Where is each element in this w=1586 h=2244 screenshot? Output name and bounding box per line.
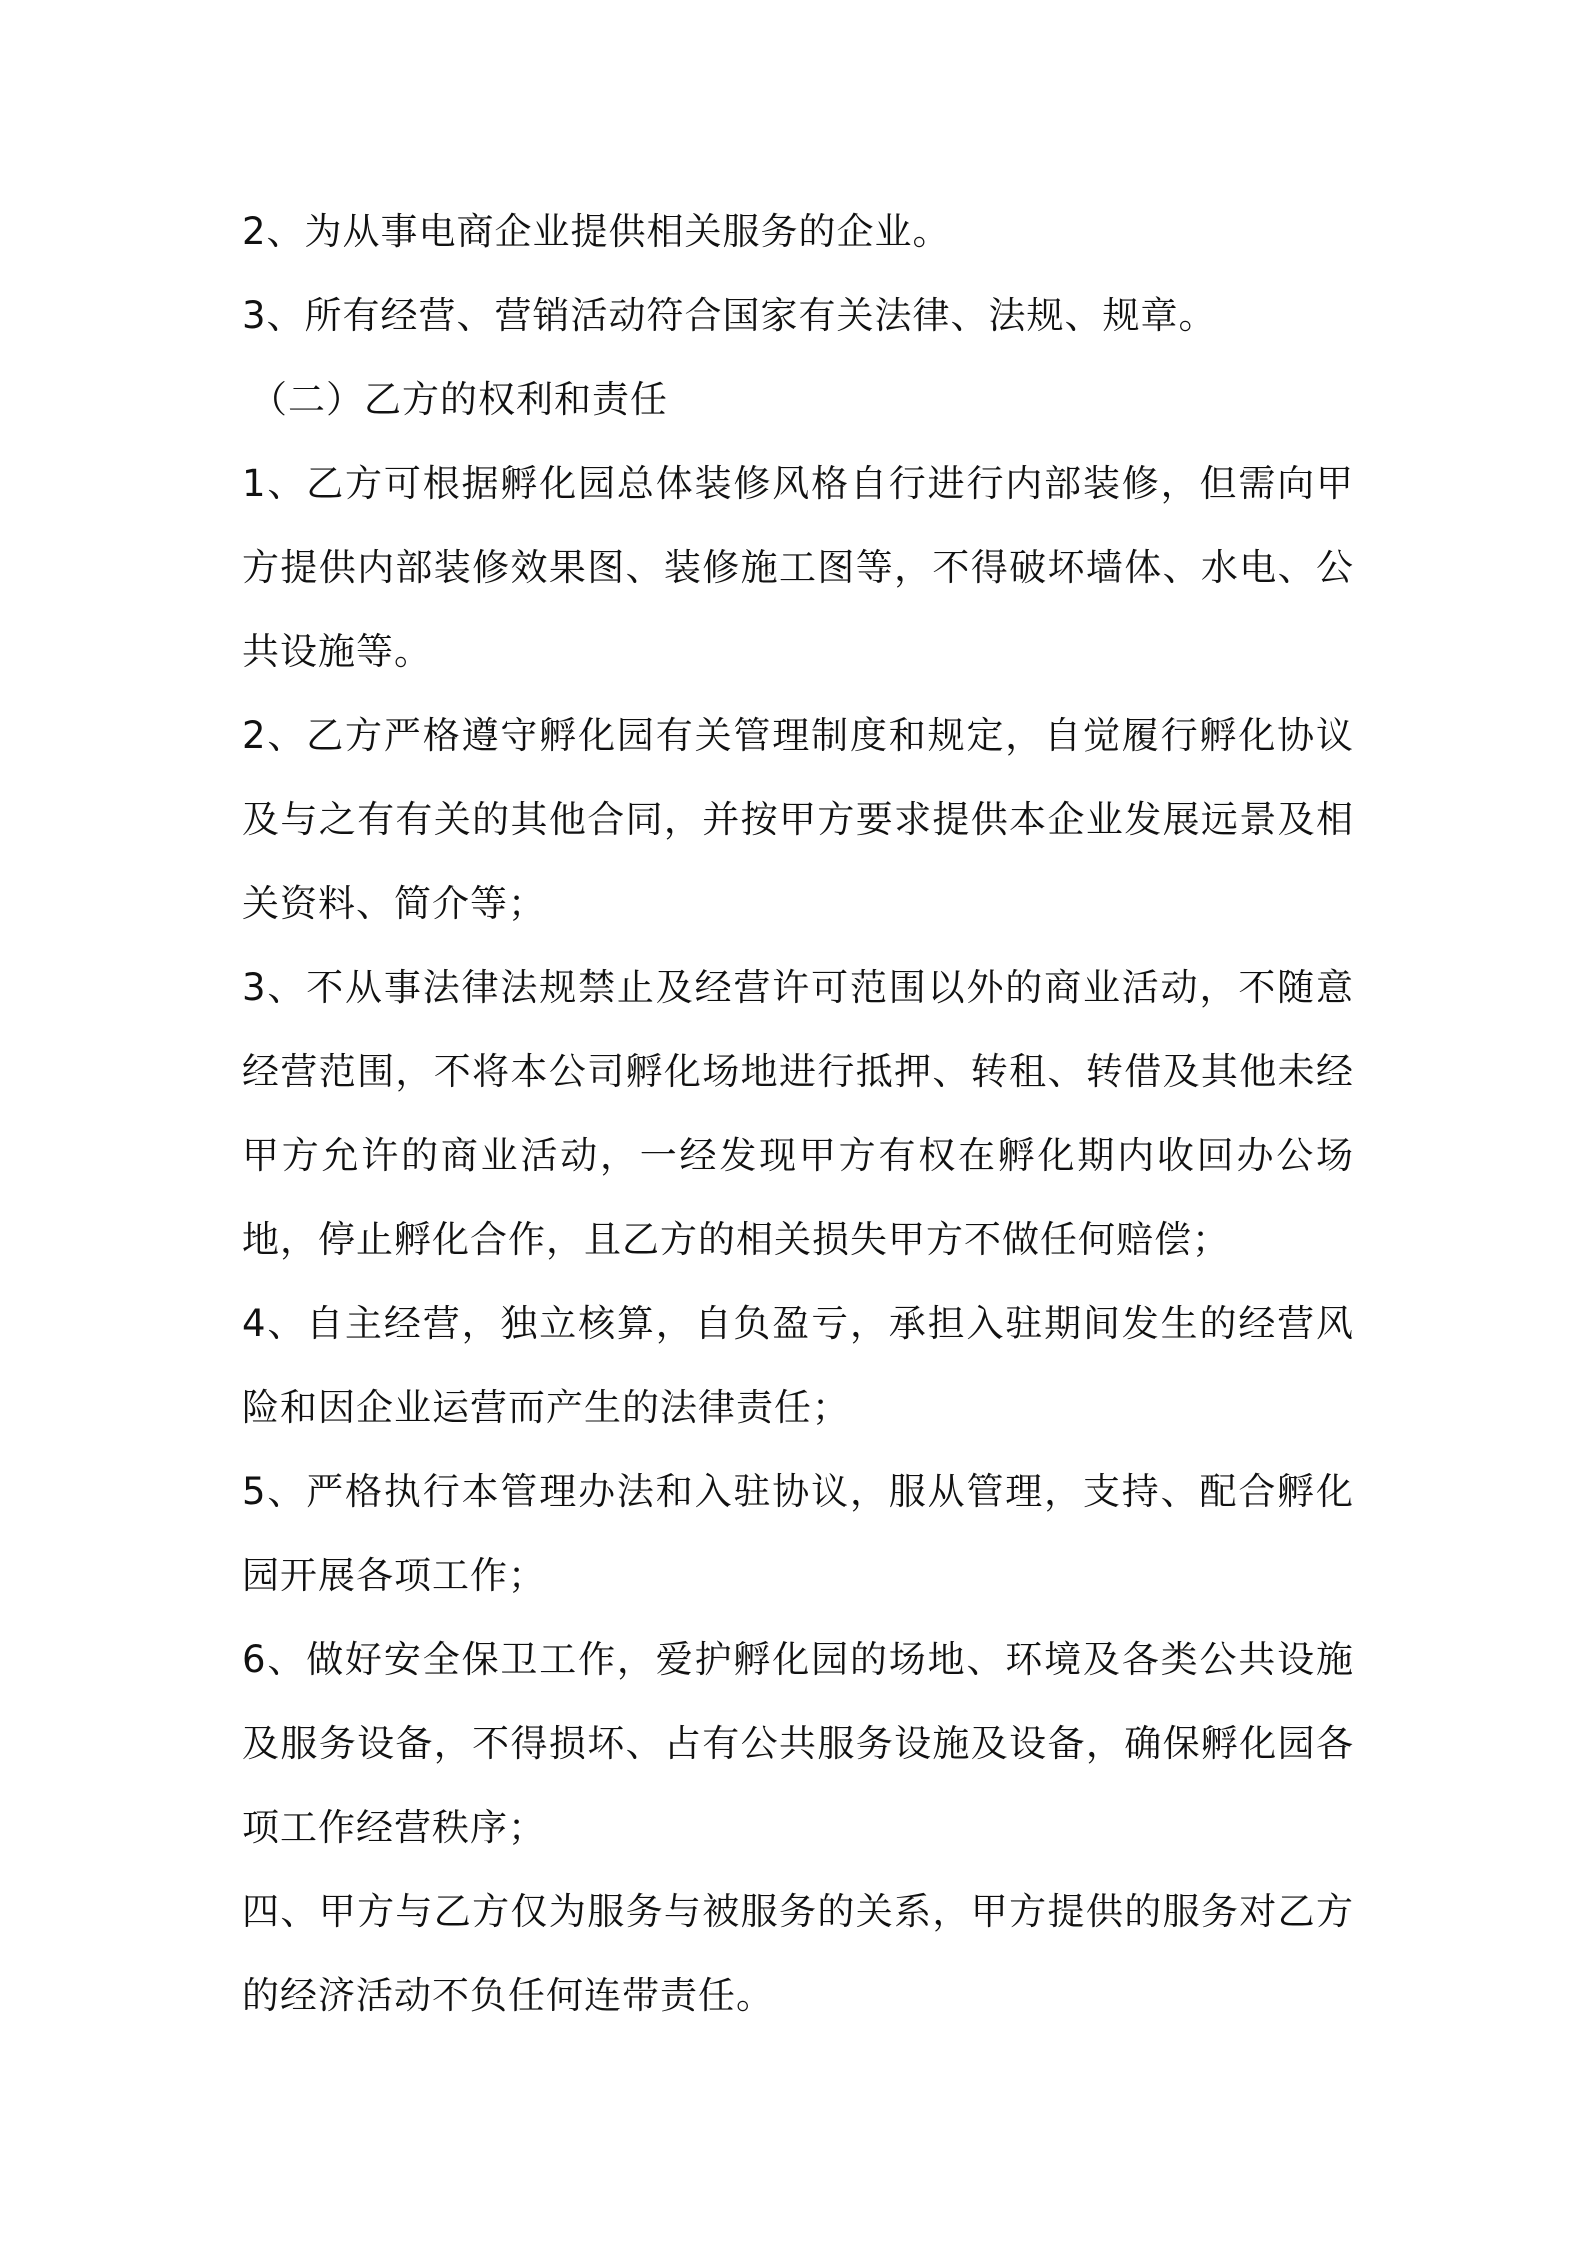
paragraph-service-relationship: 四、甲方与乙方仅为服务与被服务的关系，甲方提供的服务对乙方的经济活动不负任何连带责任。: [242, 1890, 1354, 2017]
paragraph-security: 6、做好安全保卫工作，爱护孵化园的场地、环境及各类公共设施及服务设备，不得损坏、占有公共服务设施及设备，确保孵化园各项工作经营秩序；: [242, 1638, 1354, 1849]
document-body: [242, 190, 1354, 2038]
paragraph-item-2: 2、为从事电商企业提供相关服务的企业。: [242, 210, 951, 253]
paragraph-item-3: 3、所有经营、营销活动符合国家有关法律、法规、规章。: [242, 294, 1217, 337]
section-heading-party-b-rights: （二）乙方的权利和责任: [250, 378, 668, 421]
paragraph-independent-operation: 4、自主经营，独立核算，自负盈亏，承担入驻期间发生的经营风险和因企业运营而产生的法律责任；: [242, 1302, 1354, 1429]
paragraph-business-restrictions: 3、不从事法律法规禁止及经营许可范围以外的商业活动，不随意经营范围，不将本公司孵化场地进行抵押、转租、转借及其他未经甲方允许的商业活动，一经发现甲方有权在孵化期内收回办公场地，停止孵化合作，且乙方的相关损失甲方不做任何赔偿；: [242, 966, 1354, 1261]
paragraph-renovation: 1、乙方可根据孵化园总体装修风格自行进行内部装修，但需向甲方提供内部装修效果图、装修施工图等，不得破坏墙体、水电、公共设施等。: [242, 462, 1354, 673]
paragraph-compliance: 2、乙方严格遵守孵化园有关管理制度和规定，自觉履行孵化协议及与之有有关的其他合同，并按甲方要求提供本企业发展远景及相关资料、简介等；: [242, 714, 1354, 925]
paragraph-management-support: 5、严格执行本管理办法和入驻协议，服从管理，支持、配合孵化园开展各项工作；: [242, 1470, 1354, 1597]
